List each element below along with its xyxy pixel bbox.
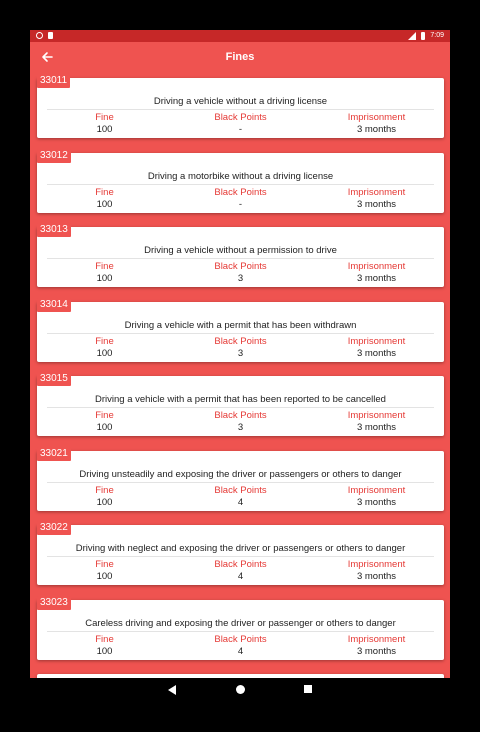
recents-square-icon[interactable] (304, 685, 312, 693)
imprisonment-label: Imprisonment (347, 410, 406, 421)
imprisonment-label: Imprisonment (347, 261, 406, 272)
fine-description: Driving a vehicle with a permit that has been withdrawn (124, 319, 357, 331)
fine-value: 100 (96, 645, 113, 657)
imprisonment-value: 3 months (356, 422, 397, 433)
fines-list[interactable] (30, 74, 450, 678)
app-bar (30, 42, 450, 72)
fine-label: Fine (95, 112, 114, 123)
imprisonment-label: Imprisonment (347, 559, 406, 570)
card-body (37, 302, 444, 362)
fine-value: 100 (96, 496, 113, 508)
fine-code: 33012 (37, 149, 71, 163)
home-circle-icon[interactable] (236, 685, 245, 694)
imprisonment-value: 3 months (356, 496, 397, 508)
divider (47, 631, 434, 632)
card-body (37, 227, 444, 287)
fine-value: 100 (96, 422, 113, 433)
fine-code: 33021 (37, 447, 71, 461)
black-points-value: 4 (237, 571, 244, 582)
fine-card[interactable] (37, 521, 444, 585)
fine-code: 33015 (37, 372, 71, 386)
black-points-value: 4 (237, 645, 244, 657)
fine-description: Driving a vehicle with a permit that has been reported to be cancelled (95, 394, 386, 405)
divider (47, 407, 434, 408)
fine-description: Careless driving and exposing the driver or passenger or others to danger (85, 617, 396, 629)
imprisonment-value: 3 months (356, 124, 397, 135)
fine-card[interactable] (37, 447, 444, 511)
imprisonment-label: Imprisonment (347, 186, 406, 198)
page-title: Fines (225, 51, 255, 63)
fine-value: 100 (96, 124, 113, 135)
status-time: 7:09 (430, 32, 444, 39)
black-points-label: Black Points (214, 186, 267, 198)
black-points-label: Black Points (214, 559, 267, 570)
divider (47, 482, 434, 483)
divider (47, 258, 434, 259)
black-points-value: 3 (237, 422, 244, 433)
black-points-label: Black Points (214, 484, 267, 496)
black-points-label: Black Points (214, 633, 267, 645)
fine-label: Fine (95, 186, 114, 198)
fine-label: Fine (95, 484, 114, 496)
fine-label: Fine (95, 261, 114, 272)
back-triangle-icon[interactable] (168, 685, 176, 695)
system-nav-bar (0, 678, 480, 702)
sd-card-icon (48, 32, 53, 39)
fine-card-partial[interactable] (37, 670, 444, 678)
imprisonment-label: Imprisonment (347, 335, 406, 347)
imprisonment-value: 3 months (356, 347, 397, 359)
imprisonment-label: Imprisonment (347, 633, 406, 645)
imprisonment-label: Imprisonment (347, 484, 406, 496)
fine-code: 33014 (37, 298, 71, 312)
app-screen (30, 30, 450, 678)
card-body (37, 376, 444, 436)
battery-icon (421, 32, 425, 40)
fine-description: Driving a vehicle without a driving license (153, 96, 328, 107)
black-points-label: Black Points (214, 410, 267, 421)
fine-value: 100 (96, 347, 113, 359)
imprisonment-value: 3 months (356, 273, 397, 284)
black-points-value: 3 (237, 347, 244, 359)
divider (47, 109, 434, 110)
card-body (37, 451, 444, 511)
fine-value: 100 (96, 273, 113, 284)
black-points-value: 4 (237, 496, 244, 508)
fine-description: Driving a motorbike without a driving license (147, 170, 334, 182)
fine-description: Driving with neglect and exposing the driver or passengers or others to danger (75, 543, 406, 554)
fine-card[interactable] (37, 149, 444, 213)
fine-code: 33022 (37, 521, 71, 535)
fine-value: 100 (96, 571, 113, 582)
fine-card[interactable] (37, 74, 444, 138)
card-body (37, 600, 444, 660)
black-points-value: 3 (237, 273, 244, 284)
fine-label: Fine (95, 633, 114, 645)
fine-label: Fine (95, 335, 114, 347)
fine-code: 33023 (37, 596, 71, 610)
imprisonment-value: 3 months (356, 198, 397, 210)
status-bar (30, 30, 450, 42)
imprisonment-value: 3 months (356, 571, 397, 582)
fine-code: 33013 (37, 223, 71, 237)
imprisonment-value: 3 months (356, 645, 397, 657)
black-points-value: - (238, 124, 243, 135)
card-body (37, 78, 444, 138)
divider (47, 556, 434, 557)
fine-label: Fine (95, 559, 114, 570)
fine-code: 33011 (37, 74, 70, 88)
card-body (37, 153, 444, 213)
settings-dot-icon (36, 32, 43, 39)
fine-card[interactable] (37, 298, 444, 362)
fine-label: Fine (95, 410, 114, 421)
black-points-label: Black Points (214, 112, 267, 123)
signal-icon (408, 32, 416, 40)
divider (47, 184, 434, 185)
fine-description: Driving a vehicle without a permission to drive (144, 245, 337, 256)
black-points-label: Black Points (214, 335, 267, 347)
imprisonment-label: Imprisonment (347, 112, 406, 123)
fine-card[interactable] (37, 372, 444, 436)
fine-card[interactable] (37, 223, 444, 287)
fine-value: 100 (96, 198, 113, 210)
fine-description: Driving unsteadily and exposing the driver or passengers or others to danger (79, 468, 402, 480)
fine-card[interactable] (37, 596, 444, 660)
black-points-label: Black Points (214, 261, 267, 272)
card-body (37, 525, 444, 585)
divider (47, 333, 434, 334)
black-points-value: - (238, 198, 243, 210)
